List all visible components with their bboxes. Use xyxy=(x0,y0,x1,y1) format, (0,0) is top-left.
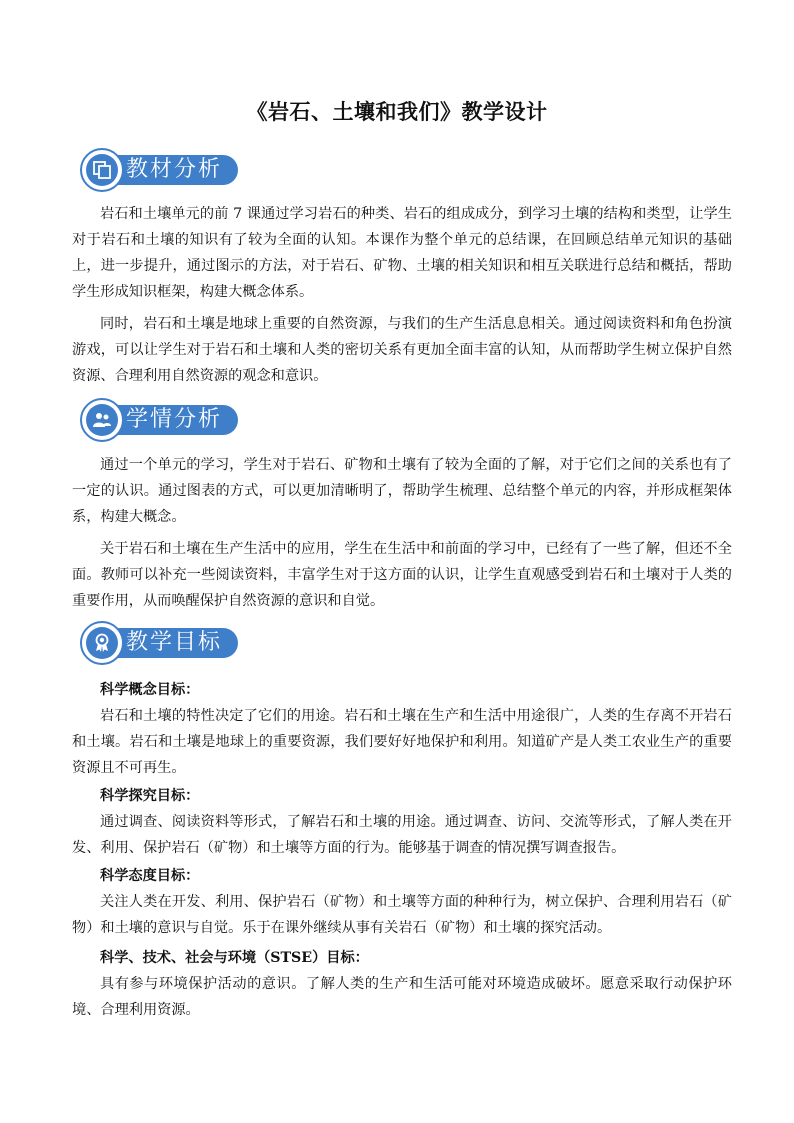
goal-label: 科学探究目标： xyxy=(100,788,200,804)
paragraph: 通过一个单元的学习，学生对于岩石、矿物和土壤有了较为全面的了解，对于它们之间的关系也有了一定的认识。通过图表的方式，可以更加清晰明了，帮助学生梳理、总结整个单元的内容，并形成框架体系，构建大概念。 xyxy=(72,457,732,525)
section-heading-label: 学情分析 xyxy=(126,407,223,432)
goal-text: 具有参与环境保护活动的意识。了解人类的生产和生活可能对环境造成破坏。愿意采取行动保护环境、合理利用资源。 xyxy=(72,976,732,1018)
goal-text: 岩石和土壤的特性决定了它们的用途。岩石和土壤在生产和生活中用途很广，人类的生存离不开岩石和土壤。岩石和土壤是地球上的重要资源，我们要好好地保护和利用。知道矿产是人类工农业生产的重要资源且不可再生。 xyxy=(72,708,732,776)
section-heading-label: 教学目标 xyxy=(126,630,223,655)
section-heading-teaching-goals xyxy=(80,621,240,663)
paragraph: 同时，岩石和土壤是地球上重要的自然资源，与我们的生产生活息息相关。通过阅读资料和角色扮演游戏，可以让学生对于岩石和土壤和人类的密切关系有更加全面丰富的认知，从而帮助学生树立保护自然资源、合理利用自然资源的观念和意识。 xyxy=(72,316,732,384)
section-heading-textbook-analysis xyxy=(80,148,240,190)
goal-label: 科学、技术、社会与环境（STSE）目标： xyxy=(100,950,369,966)
goal-label: 科学态度目标： xyxy=(100,868,200,884)
paragraph: 关于岩石和土壤在生产生活中的应用，学生在生活中和前面的学习中，已经有了一些了解，但还不全面。教师可以补充一些阅读资料，丰富学生对于这方面的认识，让学生直观感受到岩石和土壤对于人类的重要作用，从而唤醒保护自然资源的意识和自觉。 xyxy=(72,541,732,609)
document-title: 《岩石、土壤和我们》教学设计 xyxy=(246,99,548,124)
goal-text: 通过调查、阅读资料等形式，了解岩石和土壤的用途。通过调查、访问、交流等形式，了解人类在开发、利用、保护岩石（矿物）和土壤等方面的行为。能够基于调查的情况撰写调查报告。 xyxy=(72,814,732,856)
section-heading-learner-analysis xyxy=(80,398,240,440)
students-icon xyxy=(92,410,112,430)
award-medal-icon xyxy=(92,633,112,653)
paragraph: 岩石和土壤单元的前 7 课通过学习岩石的种类、岩石的组成成分，到学习土壤的结构和类型，让学生对于岩石和土壤的知识有了较为全面的认知。本课作为整个单元的总结课，在回顾总结单元知识的基础上，进一步提升，通过图示的方法，对于岩石、矿物、土壤的相关知识和相互关联进行总结和概括，帮助学生形成知识框架，构建大概念体系。 xyxy=(72,206,732,300)
goal-label: 科学概念目标： xyxy=(100,682,200,698)
section-heading-label: 教材分析 xyxy=(126,157,223,182)
document-stack-icon xyxy=(92,160,112,180)
goal-text: 关注人类在开发、利用、保护岩石（矿物）和土壤等方面的种种行为，树立保护、合理利用岩石（矿物）和土壤的意识与自觉。乐于在课外继续从事有关岩石（矿物）和土壤的探究活动。 xyxy=(72,894,732,936)
